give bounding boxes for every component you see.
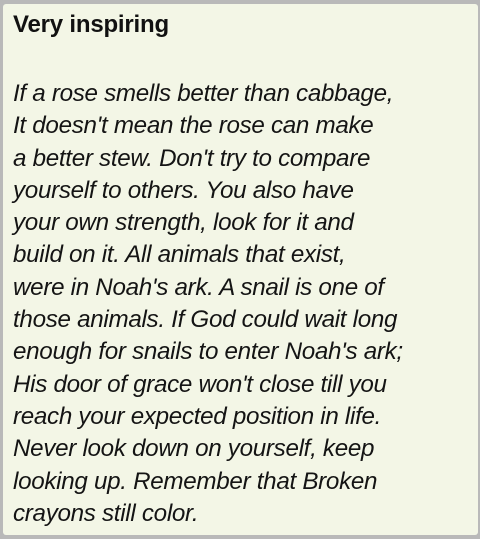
quote-line: were in Noah's ark. A snail is one of — [13, 273, 384, 301]
quote-line: His door of grace won't close till you — [13, 370, 387, 398]
quote-line: reach your expected position in life. — [13, 402, 382, 430]
quote-line: looking up. Remember that Broken — [13, 467, 378, 495]
quote-body — [13, 78, 468, 530]
quote-line: build on it. All animals that exist, — [13, 241, 346, 269]
quote-line: If a rose smells better than cabbage, — [13, 80, 394, 107]
quote-line: your own strength, look for it and — [13, 209, 354, 237]
post-title: Very inspiring — [13, 11, 169, 38]
quote-line: enough for snails to enter Noah's ark; — [13, 338, 403, 366]
quote-line: yourself to others. You also have — [13, 176, 354, 204]
quote-line: a better stew. Don't try to compare — [13, 144, 371, 172]
quote-line: those animals. If God could wait long — [13, 306, 398, 334]
message-card — [3, 4, 478, 535]
quote-line: crayons still color. — [13, 499, 199, 527]
quote-line: It doesn't mean the rose can make — [13, 112, 374, 140]
quote-line: Never look down on yourself, keep — [13, 435, 375, 463]
